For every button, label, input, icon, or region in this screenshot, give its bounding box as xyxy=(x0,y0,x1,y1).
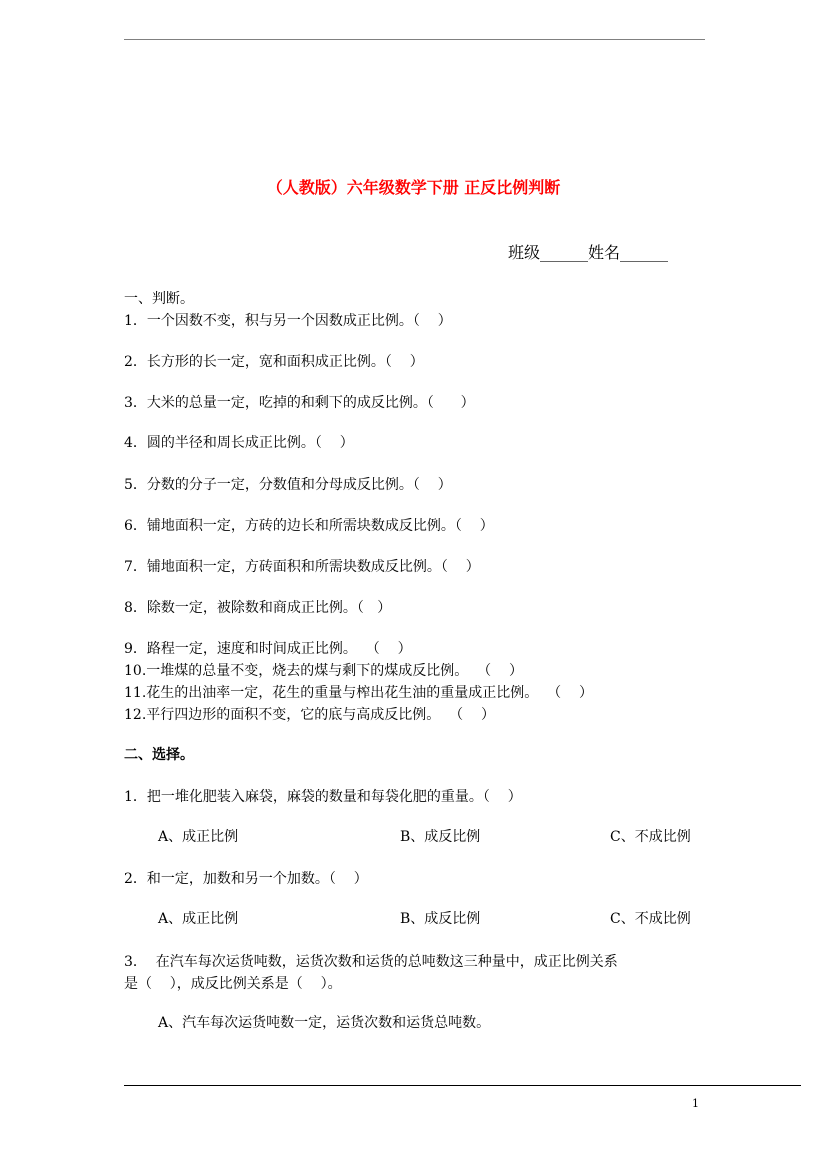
judge-item: 5．分数的分子一定，分数值和分母成反比例。（ ） xyxy=(124,477,452,493)
class-name-line: 班级______姓名______ xyxy=(508,243,669,262)
option-b: B、成反比例 xyxy=(400,911,481,927)
header-rule xyxy=(124,39,705,40)
option-a: A、成正比例 xyxy=(158,829,239,845)
judge-item: 9．路程一定，速度和时间成正比例。 （ ） xyxy=(124,641,412,657)
option-a: A、汽车每次运货吨数一定，运货次数和运货总吨数。 xyxy=(158,1015,491,1031)
judge-item: 6．铺地面积一定，方砖的边长和所需块数成反比例。（ ） xyxy=(124,518,494,534)
judge-item: 10.一堆煤的总量不变，烧去的煤与剩下的煤成反比例。 （ ） xyxy=(124,663,523,679)
choice-question: 2．和一定，加数和另一个加数。（ ） xyxy=(124,871,368,887)
worksheet-title: （人教版）六年级数学下册 正反比例判断 xyxy=(266,178,561,197)
judge-item: 4．圆的半径和周长成正比例。（ ） xyxy=(124,435,354,451)
option-c: C、不成比例 xyxy=(610,911,691,927)
judge-item: 11.花生的出油率一定，花生的重量与榨出花生油的重量成正比例。 （ ） xyxy=(124,685,593,701)
footer-rule xyxy=(124,1085,801,1086)
page-number: 1 xyxy=(692,1097,699,1110)
judge-item: 1．一个因数不变，积与另一个因数成正比例。（ ） xyxy=(124,313,452,329)
judge-item: 3．大米的总量一定，吃掉的和剩下的成反比例。（ ） xyxy=(124,395,475,411)
judge-item: 12.平行四边形的面积不变，它的底与高成反比例。 （ ） xyxy=(124,707,495,723)
judge-item: 8．除数一定，被除数和商成正比例。（ ） xyxy=(124,600,392,616)
choice-question-cont: 是（ ），成反比例关系是（ ）。 xyxy=(124,976,342,992)
judge-item: 2．长方形的长一定，宽和面积成正比例。（ ） xyxy=(124,354,424,370)
option-c: C、不成比例 xyxy=(610,829,691,845)
option-a: A、成正比例 xyxy=(158,911,239,927)
option-b: B、成反比例 xyxy=(400,829,481,845)
judge-item: 7．铺地面积一定，方砖面积和所需块数成反比例。（ ） xyxy=(124,559,480,575)
choice-question: 3． 在汽车每次运货吨数，运货次数和运货的总吨数这三种量中，成正比例关系 xyxy=(124,954,618,970)
choice-question: 1．把一堆化肥装入麻袋，麻袋的数量和每袋化肥的重量。（ ） xyxy=(124,789,522,805)
section2-heading: 二、选择。 xyxy=(124,747,194,763)
section1-heading: 一、判断。 xyxy=(124,291,194,307)
